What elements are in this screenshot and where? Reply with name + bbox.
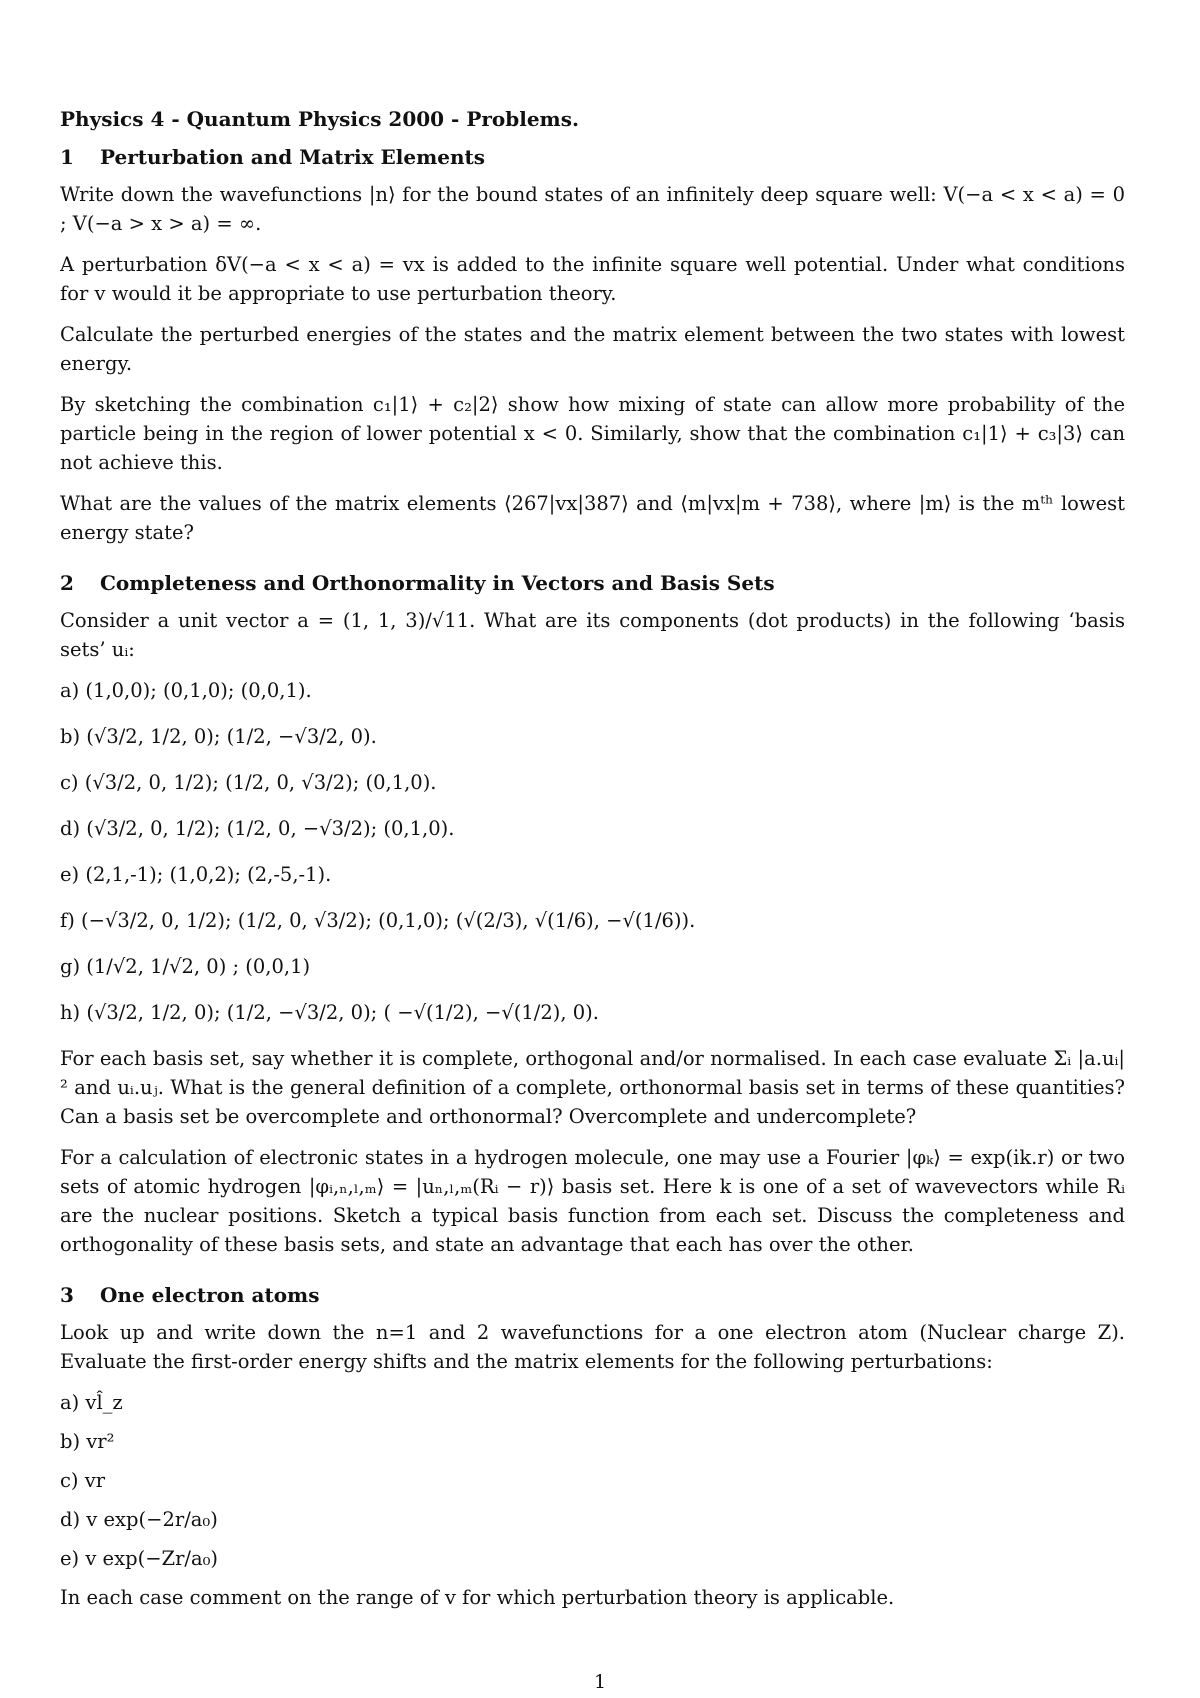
section-title: Completeness and Orthonormality in Vectors and Basis Sets [100, 571, 775, 595]
section-number: 2 [60, 571, 74, 595]
section-1-heading [60, 143, 1125, 172]
list-item: c) (√3/2, 0, 1/2); (1/2, 0, √3/2); (0,1,0). [60, 771, 437, 794]
list-item: a) (1,0,0); (0,1,0); (0,0,1). [60, 679, 312, 702]
document-page [60, 105, 1125, 1624]
paragraph: For each basis set, say whether it is complete, orthogonal and/or normalised. In each case evaluate Σᵢ |a.uᵢ|² and uᵢ.uⱼ. What is the general definition of a complete, orthonormal basis set in terms of these quantities? Can a basis set be overcomplete and orthonormal? Overcomplete and undercomplete? [60, 1047, 1125, 1128]
paragraph: A perturbation δV(−a < x < a) = vx is added to the infinite square well potential. Under what conditions for v would it be appropriate to use perturbation theory. [60, 253, 1125, 305]
section-2-heading [60, 569, 1125, 598]
list-item: a) vl̂_z [60, 1391, 123, 1414]
list-item: d) (√3/2, 0, 1/2); (1/2, 0, −√3/2); (0,1,0). [60, 817, 455, 840]
list-item: f) (−√3/2, 0, 1/2); (1/2, 0, √3/2); (0,1,0); (√(2/3), √(1/6), −√(1/6)). [60, 909, 696, 932]
paragraph: What are the values of the matrix elements ⟨267|vx|387⟩ and ⟨m|vx|m + 738⟩, where |m⟩ is the mᵗʰ lowest energy state? [60, 492, 1125, 544]
section-3-heading [60, 1281, 1125, 1310]
list-item: h) (√3/2, 1/2, 0); (1/2, −√3/2, 0); ( −√(1/2), −√(1/2), 0). [60, 1001, 599, 1024]
list-item: c) vr [60, 1469, 106, 1492]
list-item: e) v exp(−Zr/a₀) [60, 1547, 219, 1570]
paragraph: For a calculation of electronic states in a hydrogen molecule, one may use a Fourier |φₖ⟩ = exp(ik.r) or two sets of atomic hydrogen |φᵢ,ₙ,ₗ,ₘ⟩ = |uₙ,ₗ,ₘ(Rᵢ − r)⟩ basis set. Here k is one of a set of wavevectors while Rᵢ are the nuclear positions. Sketch a typical basis function from each set. Discuss the completeness and orthogonality of these basis sets, and state an advantage that each has over the other. [60, 1146, 1125, 1256]
section-title: Perturbation and Matrix Elements [100, 145, 485, 169]
list-item: d) v exp(−2r/a₀) [60, 1508, 218, 1531]
list-item: b) vr² [60, 1430, 115, 1453]
paragraph: In each case comment on the range of v for which perturbation theory is applicable. [60, 1586, 895, 1609]
paragraph: Look up and write down the n=1 and 2 wavefunctions for a one electron atom (Nuclear charge Z). Evaluate the first-order energy shifts and the matrix elements for the following perturbations: [60, 1321, 1125, 1373]
paragraph: Calculate the perturbed energies of the states and the matrix element between the two states with lowest energy. [60, 323, 1125, 375]
paragraph: By sketching the combination c₁|1⟩ + c₂|2⟩ show how mixing of state can allow more probability of the particle being in the region of lower potential x < 0. Similarly, show that the combination c₁|1⟩ + c₃|3⟩ can not achieve this. [60, 393, 1125, 474]
page-number: 1 [593, 1671, 607, 1693]
paragraph: Write down the wavefunctions |n⟩ for the bound states of an infinitely deep square well: V(−a < x < a) = 0 ; V(−a > x > a) = ∞. [60, 183, 1125, 235]
list-item: g) (1/√2, 1/√2, 0) ; (0,0,1) [60, 955, 311, 978]
list-item: e) (2,1,-1); (1,0,2); (2,-5,-1). [60, 863, 332, 886]
list-item: b) (√3/2, 1/2, 0); (1/2, −√3/2, 0). [60, 725, 377, 748]
section-number: 1 [60, 145, 74, 169]
document-title: Physics 4 - Quantum Physics 2000 - Problems. [60, 107, 579, 131]
section-number: 3 [60, 1283, 74, 1307]
section-title: One electron atoms [100, 1283, 320, 1307]
paragraph: Consider a unit vector a = (1, 1, 3)/√11. What are its components (dot products) in the following ‘basis sets’ uᵢ: [60, 609, 1125, 661]
